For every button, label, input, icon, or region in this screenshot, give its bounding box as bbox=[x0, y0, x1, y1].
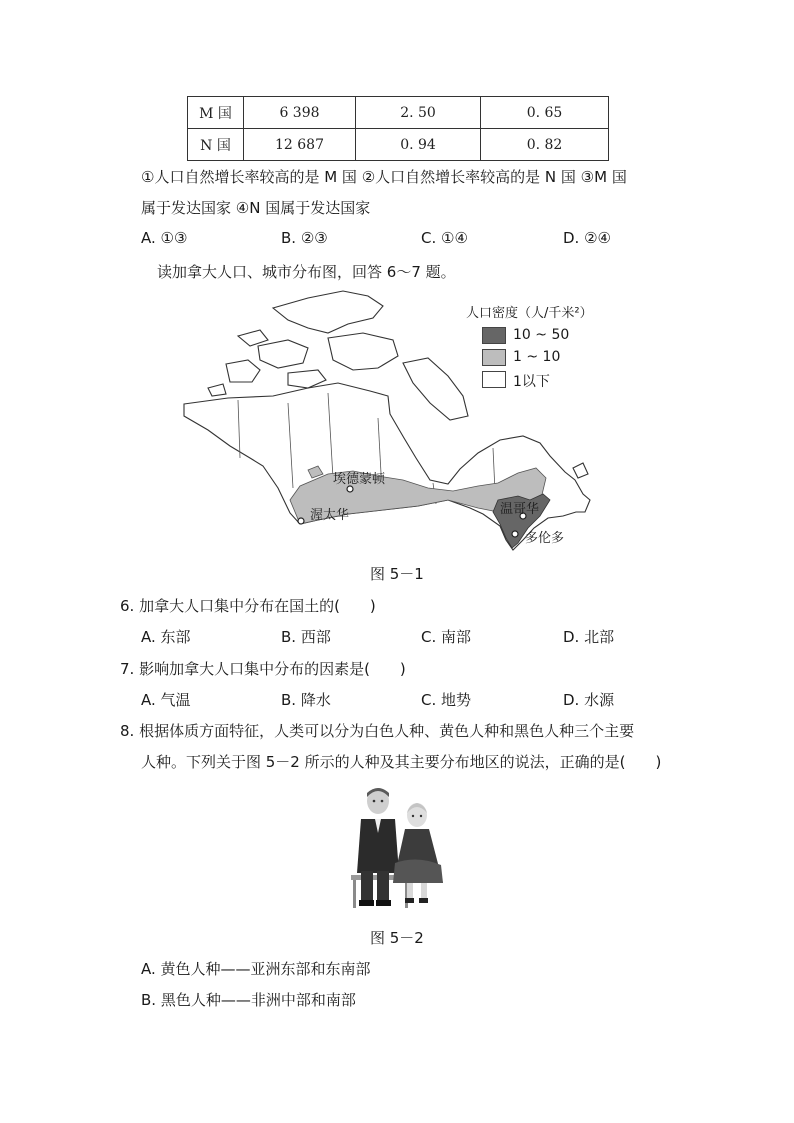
city-label-vancouver: 温哥华 bbox=[500, 502, 540, 517]
figure-caption-5-2: 图 5－2 bbox=[370, 929, 424, 947]
city-label-ottawa: 渥太华 bbox=[310, 508, 350, 523]
legend-title: 人口密度（人/千米²） bbox=[466, 306, 593, 321]
island-shape bbox=[573, 463, 588, 478]
q6-option-c[interactable]: C. 南部 bbox=[421, 628, 472, 646]
table-cell: 12 687 bbox=[244, 129, 356, 161]
figure-caption-5-1: 图 5－1 bbox=[370, 565, 424, 583]
table-cell: M 国 bbox=[188, 97, 244, 129]
table-row bbox=[188, 129, 609, 161]
table-cell: 0. 65 bbox=[481, 97, 609, 129]
island-shape bbox=[238, 330, 268, 346]
table-cell: N 国 bbox=[188, 129, 244, 161]
city-dot bbox=[512, 531, 518, 537]
q8-stem-line1: 8. 根据体质方面特征，人类可以分为白色人种、黄色人种和黑色人种三个主要 bbox=[120, 722, 635, 740]
q6-option-d[interactable]: D. 北部 bbox=[563, 628, 615, 646]
q5-option-a[interactable]: A. ①③ bbox=[141, 229, 188, 247]
legend-swatch-high bbox=[482, 327, 506, 344]
q7-option-b[interactable]: B. 降水 bbox=[281, 691, 331, 709]
q8-option-b[interactable]: B. 黑色人种——非洲中部和南部 bbox=[141, 991, 356, 1009]
island-shape bbox=[403, 358, 468, 420]
table-cell: 6 398 bbox=[244, 97, 356, 129]
q6-option-a[interactable]: A. 东部 bbox=[141, 628, 191, 646]
q5-option-b[interactable]: B. ②③ bbox=[281, 229, 328, 247]
q5-option-d[interactable]: D. ②④ bbox=[563, 229, 611, 247]
legend-label-low: 1以下 bbox=[513, 374, 550, 390]
legend-swatch-mid bbox=[482, 349, 506, 366]
map-intro: 读加拿大人口、城市分布图，回答 6～7 题。 bbox=[157, 263, 456, 281]
island-shape bbox=[226, 360, 260, 382]
table-cell: 0. 82 bbox=[481, 129, 609, 161]
q6-option-b[interactable]: B. 西部 bbox=[281, 628, 331, 646]
q7-stem: 7. 影响加拿大人口集中分布的因素是( ) bbox=[120, 660, 406, 678]
island-shape bbox=[328, 333, 398, 370]
legend-swatch-low bbox=[482, 371, 506, 388]
children-photo bbox=[347, 783, 447, 910]
city-label-toronto: 多伦多 bbox=[525, 531, 565, 546]
q8-stem-line2: 人种。下列关于图 5－2 所示的人种及其主要分布地区的说法，正确的是( ) bbox=[141, 753, 662, 771]
island-shape bbox=[273, 291, 383, 333]
table-row bbox=[188, 97, 609, 129]
island-shape bbox=[258, 340, 308, 368]
q7-option-c[interactable]: C. 地势 bbox=[421, 691, 472, 709]
q5-option-c[interactable]: C. ①④ bbox=[421, 229, 468, 247]
table-cell: 2. 50 bbox=[356, 97, 481, 129]
q8-option-a[interactable]: A. 黄色人种——亚洲东部和东南部 bbox=[141, 960, 371, 978]
table-cell: 0. 94 bbox=[356, 129, 481, 161]
island-shape bbox=[288, 370, 326, 388]
q6-stem: 6. 加拿大人口集中分布在国土的( ) bbox=[120, 597, 376, 615]
q5-statement-line2: 属于发达国家 ④N 国属于发达国家 bbox=[141, 199, 371, 217]
q7-option-a[interactable]: A. 气温 bbox=[141, 691, 191, 709]
q7-option-d[interactable]: D. 水源 bbox=[563, 691, 615, 709]
legend-label-high: 10 ~ 50 bbox=[513, 327, 570, 343]
legend-label-mid: 1 ~ 10 bbox=[513, 349, 561, 365]
data-table bbox=[187, 96, 609, 161]
city-dot bbox=[298, 518, 304, 524]
q5-statement-line1: ①人口自然增长率较高的是 M 国 ②人口自然增长率较高的是 N 国 ③M 国 bbox=[141, 168, 627, 186]
city-label-edmonton: 埃德蒙顿 bbox=[333, 472, 386, 487]
island-shape bbox=[208, 384, 226, 396]
